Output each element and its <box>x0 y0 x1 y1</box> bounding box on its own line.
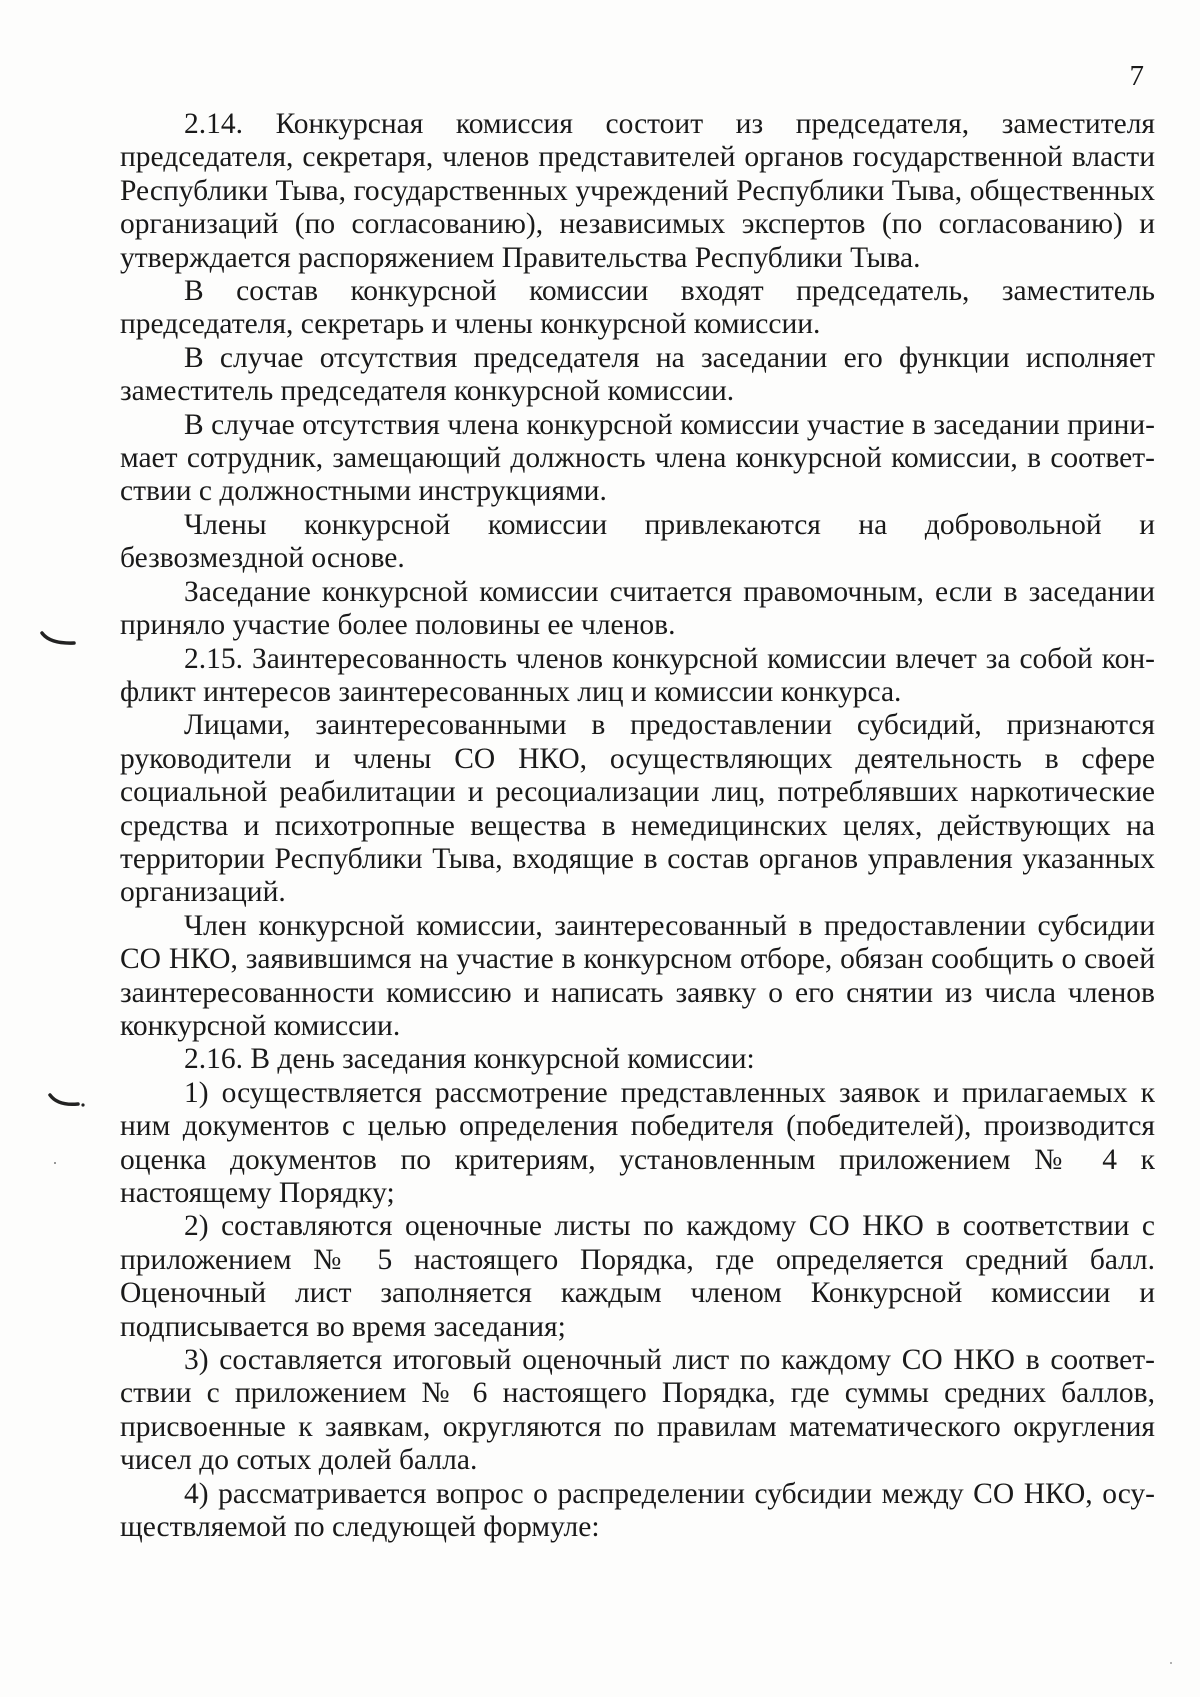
paragraph-2-15: 2.15. Заинтересованность членов конкурсной комиссии влечет за собой конфликт интересов заинтересованных лиц и комиссии конкурса. <box>120 642 1155 708</box>
scan-speck-right <box>1168 1660 1174 1666</box>
paragraph-commission-composition: В состав конкурсной комиссии входят председатель, заместитель председателя, секретарь и члены конкурсной комиссии. <box>120 275 1155 341</box>
paragraph-2-16: 2.16. В день заседания конкурсной комиссии: <box>184 1043 755 1076</box>
scan-speck <box>52 1160 58 1166</box>
scan-mark-upper <box>40 630 80 650</box>
paragraph-quorum: Заседание конкурсной комиссии считается правомочным, если в заседании приняло участие более половины ее членов. <box>120 575 1155 642</box>
paragraph-voluntary-basis: Члены конкурсной комиссии привлекаются на добровольной и безвозмездной основе. <box>120 508 1155 575</box>
list-item-1: 1) осуществляется рассмотрение представленных заявок и прилагаемых к ним документов с целью определения победителя (победителей), производится оценка документов по критериям, установленным приложением № 4 к настоящему Порядку; <box>120 1076 1155 1209</box>
paragraph-interested-persons: Лицами, заинтересованными в предоставлении субсидий, признаются руководители и члены СО НКО, осуществляющих деятельность в сфере социальной реабилитации и ресоциализации лиц, потреблявших наркотические средства и психотропные вещества в немедицинских целях, действующих на территории Республики Тыва, входящие в состав органов управления указанных организаций. <box>120 709 1155 909</box>
paragraph-member-absence: В случае отсутствия члена конкурсной комиссии участие в заседании принимает сотрудник, замещающий должность члена конкурсной комиссии, в соответствии с должностными инструкциями. <box>120 408 1155 508</box>
list-item-3: 3) составляется итоговый оценочный лист по каждому СО НКО в соответствии с приложением № 6 настоящего Порядка, где суммы средних баллов, присвоенные к заявкам, округляются по правилам математического округления чисел до сотых долей балла. <box>120 1344 1155 1477</box>
scan-mark-lower <box>48 1092 88 1112</box>
page-number: 7 <box>1129 60 1144 92</box>
list-item-2: 2) составляются оценочные листы по каждому СО НКО в соответствии с приложением № 5 настоящего Порядка, где определяется средний балл. Оценочный лист заполняется каждым членом Конкурсной комиссии и подписывается во время заседания; <box>120 1210 1155 1343</box>
list-item-4: 4) рассматривается вопрос о распределении субсидии между СО НКО, осуществляемой по следующей формуле: <box>120 1477 1155 1544</box>
paragraph-chair-absence: В случае отсутствия председателя на заседании его функции исполняет заместитель председателя конкурсной комиссии. <box>120 341 1155 408</box>
document-body <box>120 108 1155 1544</box>
paragraph-member-interest: Член конкурсной комиссии, заинтересованный в предоставлении субсидии СО НКО, заявившимся на участие в конкурсном отборе, обязан сообщить о своей заинтересованности комиссию и написать заявку о его снятии из числа членов конкурсной комиссии. <box>120 909 1155 1042</box>
paragraph-2-14: 2.14. Конкурсная комиссия состоит из председателя, заместителя председателя, секретаря, членов представителей органов государственной власти Республики Тыва, государственных учреждений Республики Тыва, общественных организаций (по согласованию), независимых экспертов (по согласованию) и утверждается распоряжением Правительства Республики Тыва. <box>120 108 1155 274</box>
